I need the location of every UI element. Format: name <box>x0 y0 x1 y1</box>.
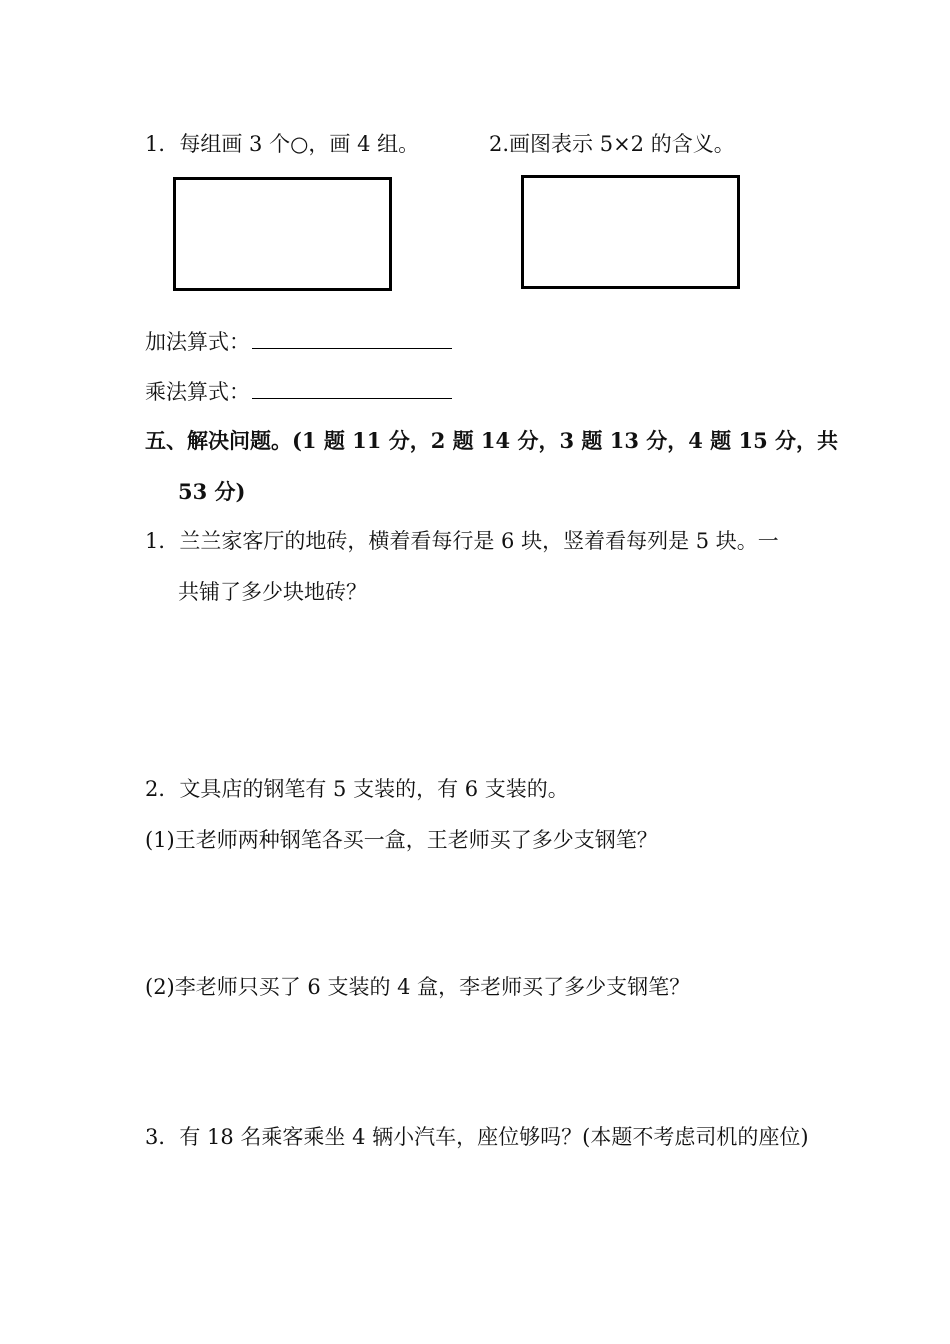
drawing-box-2[interactable] <box>521 175 740 289</box>
multiplication-row <box>145 380 452 403</box>
question-5-2-part2: (2)李老师只买了 6 支装的 4 盒，李老师买了多少支钢笔？ <box>145 975 691 999</box>
question-5-1-cont: 共铺了多少块地砖？ <box>178 580 367 604</box>
multiplication-label: 乘法算式： <box>145 380 250 404</box>
question-5-1: 1．兰兰家客厅的地砖，横着看每行是 6 块，竖着看每列是 5 块。一 <box>145 529 779 553</box>
question-4-2: 2.画图表示 5×2 的含义。 <box>489 132 735 156</box>
question-5-2: 2．文具店的钢笔有 5 支装的，有 6 支装的。 <box>145 777 569 801</box>
addition-label: 加法算式： <box>145 330 250 354</box>
question-5-2-part1: (1)王老师两种钢笔各买一盒，王老师买了多少支钢笔？ <box>145 828 658 852</box>
addition-row <box>145 330 452 353</box>
question-5-3: 3．有 18 名乘客乘坐 4 辆小汽车，座位够吗？(本题不考虑司机的座位) <box>145 1125 809 1149</box>
drawing-box-1[interactable] <box>173 177 392 291</box>
section-5-heading: 五、解决问题。(1 题 11 分，2 题 14 分，3 题 13 分，4 题 15 分，共 <box>145 428 839 453</box>
section-5-heading-cont: 53 分) <box>178 479 246 504</box>
addition-answer-line[interactable] <box>252 330 452 349</box>
multiplication-answer-line[interactable] <box>252 380 452 399</box>
question-4-1: 1．每组画 3 个○，画 4 组。 <box>145 132 420 156</box>
